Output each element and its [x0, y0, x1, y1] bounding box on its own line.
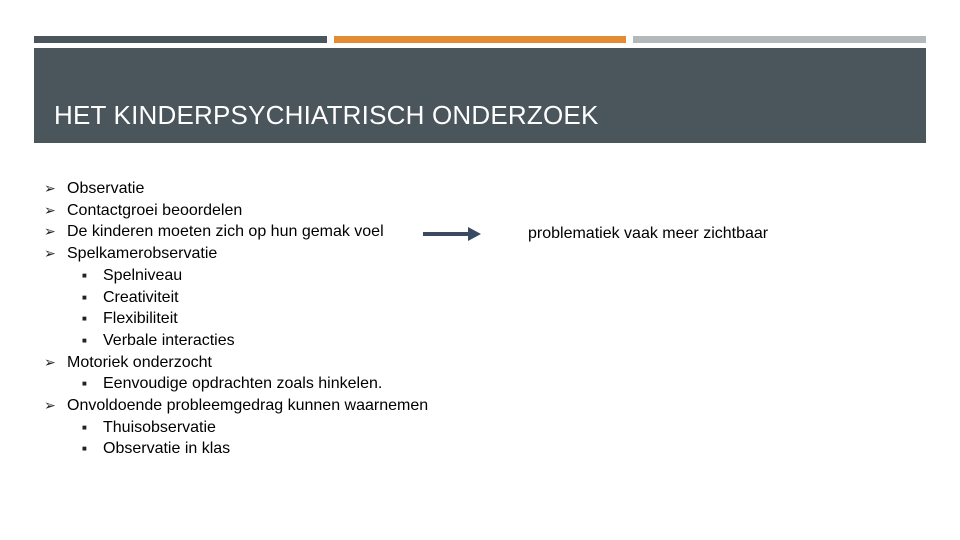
accent-bar-light	[633, 36, 926, 43]
bullet-text: Creativiteit	[103, 288, 179, 306]
bullet-text: Flexibiliteit	[103, 310, 178, 328]
square-bullet-icon: ■	[82, 292, 87, 302]
sub-bullet-item	[44, 417, 428, 439]
bullet-item	[44, 221, 428, 243]
sub-bullet-item	[44, 438, 428, 460]
square-bullet-icon: ■	[82, 422, 87, 432]
square-bullet-icon: ■	[82, 270, 87, 280]
title-band	[34, 48, 926, 143]
bullet-text: Eenvoudige opdrachten zoals hinkelen.	[103, 375, 383, 393]
slide-title: HET KINDERPSYCHIATRISCH ONDERZOEK	[54, 100, 599, 130]
sub-bullet-item	[44, 373, 428, 395]
square-bullet-icon: ■	[82, 379, 87, 389]
bullet-text: Spelkamerobservatie	[67, 245, 218, 263]
bullet-text: Onvoldoende probleemgedrag kunnen waarnemen	[67, 397, 429, 415]
sub-bullet-item	[44, 287, 428, 309]
accent-bar-orange	[334, 36, 626, 43]
arrowhead-bullet-icon: ➢	[44, 397, 56, 414]
square-bullet-icon: ■	[82, 314, 87, 324]
arrowhead-bullet-icon: ➢	[44, 180, 56, 196]
bullet-text: Spelniveau	[103, 266, 183, 284]
bullet-item	[44, 395, 428, 417]
bullet-text: Thuisobservatie	[103, 418, 216, 436]
square-bullet-icon: ■	[82, 335, 87, 345]
bullet-text: Contactgroei beoordelen	[67, 201, 243, 219]
arrowhead-bullet-icon: ➢	[44, 201, 56, 218]
bullet-text: Verbale interacties	[103, 331, 235, 349]
bullet-list	[44, 178, 428, 460]
right-arrow-icon	[423, 226, 483, 242]
bullet-text: Observatie	[67, 180, 145, 197]
arrowhead-bullet-icon: ➢	[44, 223, 56, 240]
sub-bullet-item	[44, 330, 428, 352]
bullet-text: Observatie in klas	[103, 440, 231, 458]
sub-bullet-item	[44, 265, 428, 287]
arrowhead-bullet-icon: ➢	[44, 353, 56, 370]
sub-bullet-item	[44, 308, 428, 330]
bullet-text: De kinderen moeten zich op hun gemak voel	[67, 223, 384, 241]
arrowhead-bullet-icon: ➢	[44, 245, 56, 262]
bullet-item	[44, 200, 428, 222]
accent-bar-dark	[34, 36, 327, 43]
square-bullet-icon: ■	[82, 444, 87, 454]
side-note: problematiek vaak meer zichtbaar	[528, 225, 769, 242]
bullet-text: Motoriek onderzocht	[67, 353, 212, 371]
bullet-item	[44, 352, 428, 374]
bullet-item	[44, 178, 428, 200]
bullet-item	[44, 243, 428, 265]
